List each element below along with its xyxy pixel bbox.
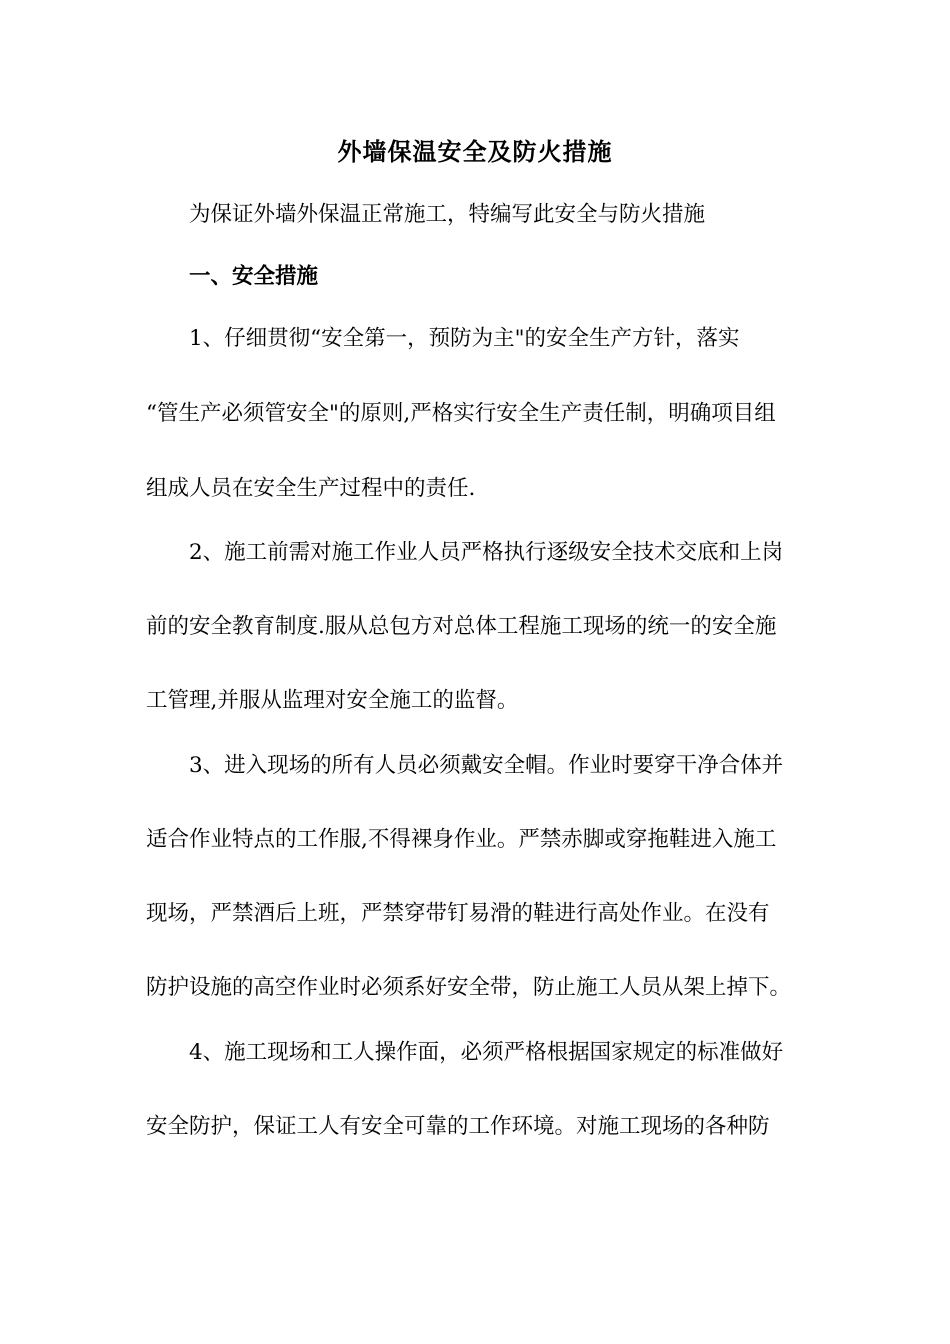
paragraph-line: 2、施工前需对施工作业人员严格执行逐级安全技术交底和上岗 (189, 540, 784, 565)
paragraph-line: 1、仔细贯彻“安全第一，预防为主"的安全生产方针，落实 (189, 326, 740, 351)
paragraph-line: 组成人员在安全生产过程中的责任. (146, 476, 476, 501)
paragraph-line: 4、施工现场和工人操作面，必须严格根据国家规定的标准做好 (189, 1040, 784, 1065)
paragraph-line: 工管理,并服从监理对安全施工的监督。 (146, 688, 519, 713)
paragraph-line: 现场，严禁酒后上班，严禁穿带钉易滑的鞋进行高处作业。在没有 (146, 901, 770, 926)
paragraph-line: 前的安全教育制度.服从总包方对总体工程施工现场的统一的安全施 (146, 614, 777, 639)
document-title: 外墙保温安全及防火措施 (337, 137, 613, 166)
intro-paragraph: 为保证外墙外保温正常施工，特编写此安全与防火措施 (189, 202, 706, 227)
paragraph-line: 防护设施的高空作业时必须系好安全带，防止施工人员从架上掉下。 (146, 975, 792, 1000)
paragraph-line: 适合作业特点的工作服,不得裸身作业。严禁赤脚或穿拖鞋进入施工 (146, 827, 777, 852)
paragraph-line: “管生产必须管安全"的原则,严格实行安全生产责任制，明确项目组 (146, 401, 776, 426)
paragraph-line: 3、进入现场的所有人员必须戴安全帽。作业时要穿干净合体并 (189, 753, 784, 778)
section-heading-safety: 一、安全措施 (189, 264, 319, 289)
paragraph-line: 安全防护，保证工人有安全可靠的工作环境。对施工现场的各种防 (146, 1114, 770, 1139)
